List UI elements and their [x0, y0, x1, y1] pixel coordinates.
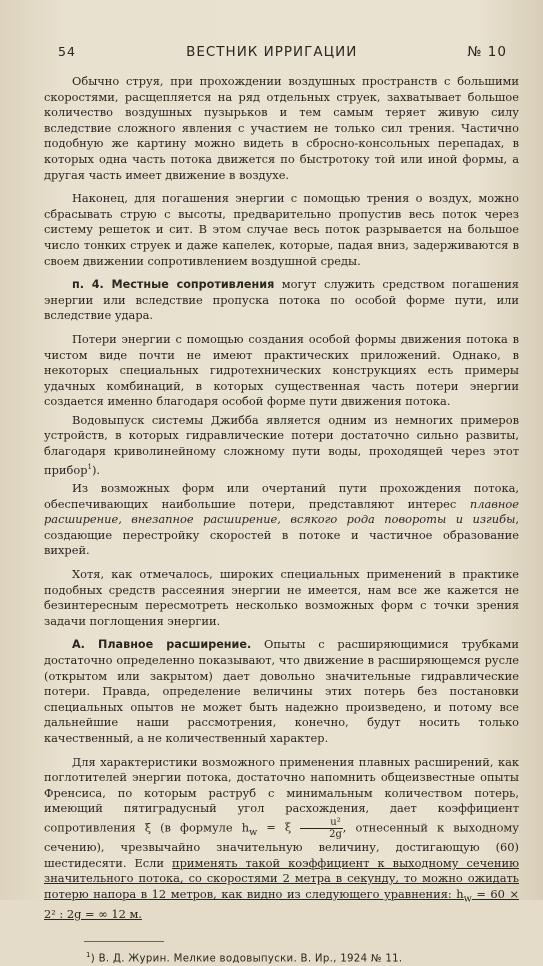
equation-text: = 60 × 2² : 2g = ∞ 12 м.	[44, 887, 519, 921]
footnote-ref: 1	[87, 462, 92, 471]
paragraph-7: Хотя, как отмечалось, широких специальных применений в практике подобных средств рассеяния энергии не имеется, нам все же кажется не безинтересным пересмотреть несколько возможных форм с точки зрения задачи поглощения энергии.	[44, 567, 519, 628]
fraction-denominator: 2g	[329, 828, 342, 840]
paragraph-5-end: ).	[91, 462, 101, 477]
running-header	[44, 44, 519, 60]
paragraph-9-text-a: Для характеристики возможного применения плавных расширений, как поглотителей энергии потока, достаточно напомнить общеизвестные опыты Френсиса, по которым раструб с минимальным количеством потерь, имеющий пятиградусный угол расхождения, дает коэффициент сопротивления ξ (в формуле h	[44, 754, 519, 835]
paragraph-4: Потери энергии с помощью создания особой формы движения потока в чистом виде почти не имеют практических приложений. Однако, в некоторых специальных гидротехнических конструкциях есть примеры удачных комбинаций, в которых существенная часть потери энергии создается именно благодаря особой форме пути движения потока.	[44, 331, 519, 409]
paragraph-9	[44, 755, 519, 923]
journal-title: ВЕСТНИК ИРРИГАЦИИ	[186, 44, 358, 60]
underlined-text: применять такой коэффициент к выходному сечению значительного потока, со скоростями 2 метра в секунду, то можно ожидать потерю напора в 12 метров, как видно из следующего уравнения: h	[44, 855, 519, 902]
footnote-divider	[84, 941, 164, 942]
article-body	[44, 74, 519, 923]
paragraph-5-text: Водовыпуск системы Джибба является одним из немногих примеров устройств, в которых гидравлические потери достаточно сильно развиты, благодаря криволинейному сложному пути воды, проходящей через этот прибор	[44, 412, 519, 477]
paragraph-6	[44, 481, 519, 559]
formula-eq: = ξ	[257, 820, 301, 835]
paragraph-2: Наконец, для погашения энергии с помощью трения о воздух, можно сбрасывать струю с высоты, предварительно пропустив весь поток через систему решеток и сит. В этом случае весь поток разрывается на большое число тонких струек и даже капелек, которые, падая вниз, задерживаются в своем движении сопротивлением воздушной среды.	[44, 191, 519, 268]
paragraph-3	[44, 277, 519, 324]
footnote-text: ) В. Д. Журин. Мелкие водовыпуски. В. Ир., 1924 № 11.	[90, 952, 403, 964]
section-heading-local-resistance: п. 4. Местные сопротивления	[72, 278, 275, 292]
issue-number: № 10	[467, 44, 507, 60]
paragraph-6-text-b: , создающие перестройку скоростей в потоке и частичное образование вихрей.	[44, 512, 519, 558]
formula-fraction	[300, 817, 342, 840]
section-heading-smooth-expansion: А. Плавное расширение.	[72, 638, 252, 652]
paragraph-3-text: могут служить средством погашения энергии или вследствие пропуска потока по особой форме пути, или вследствие удара.	[44, 277, 519, 323]
paragraph-8-text: Опыты с расширяющимися трубками достаточно определенно показывают, что движение в расширяющемся русле (открытом или закрытом) дает довольно значительные гидравлические потери. Правда, определение величины этих потерь без постановки специальных опытов не может быть надежно произведено, и потому все дальнейшие наши рассмотрения, конечно, будут носить только качественный, а не количественный характер.	[44, 637, 519, 745]
paragraph-6-italic: плавное расширение, внезапное расширение, всякого рода повороты и изгибы	[44, 496, 519, 527]
formula-inline	[257, 816, 343, 840]
fraction-numerator: u²	[300, 817, 342, 829]
paragraph-1: Обычно струя, при прохождении воздушных пространств с большими скоростями, расщепляется на ряд отдельных струек, захватывает большое количество воздушных пузырьков и тем самым теряет живую силу вследствие сложного явления с участием не только сил трения. Частично подобную же картину можно видеть в сбросно-консольных перепадах, в которых одна часть потока движется по быстротоку той или иной формы, а другая часть имеет движение в воздухе.	[44, 74, 519, 182]
footnote-mark: 1	[86, 950, 91, 959]
paragraph-5	[44, 413, 519, 478]
formula-subscript: w	[249, 826, 258, 838]
paragraph-8	[44, 637, 519, 746]
footnote	[86, 948, 519, 966]
page-number: 54	[58, 44, 76, 59]
paragraph-9-text-b: , отнесенный к выходному сечению), чрезвычайно значительную величину, достигающую (60) шестидесяти. Если	[44, 820, 519, 870]
equation-subscript: w	[463, 893, 472, 905]
paragraph-6-text-a: Из возможных форм или очертаний пути прохождения потока, обеспечивающих наибольшие потери, представляют интерес	[44, 481, 519, 511]
